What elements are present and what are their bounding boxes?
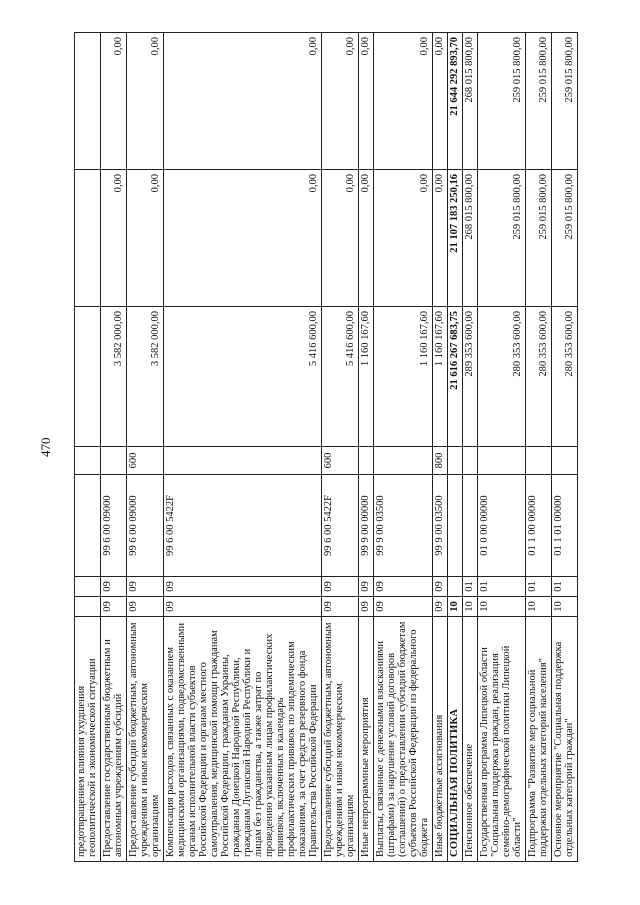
cell-vr xyxy=(75,447,101,475)
cell-y2: 0,00 xyxy=(127,170,164,307)
cell-y1: 21 616 267 683,75 xyxy=(448,307,463,447)
cell-csr: 99 9 00 00000 xyxy=(359,475,374,577)
budget-table xyxy=(74,32,578,862)
cell-csr: 99 6 00 5422F xyxy=(322,475,359,577)
cell-vr xyxy=(374,447,433,475)
cell-vr xyxy=(478,447,526,475)
cell-y2: 21 107 183 250,16 xyxy=(448,170,463,307)
cell-y1 xyxy=(75,307,101,447)
cell-y2: 259 015 800,00 xyxy=(526,170,552,307)
cell-y3: 0,00 xyxy=(374,33,433,170)
cell-y2: 0,00 xyxy=(359,170,374,307)
table-row xyxy=(463,33,478,862)
cell-rz: 10 xyxy=(552,597,578,617)
cell-y3: 0,00 xyxy=(101,33,127,170)
cell-rz: 09 xyxy=(359,597,374,617)
cell-y2: 259 015 800,00 xyxy=(552,170,578,307)
cell-y1: 1 160 167,60 xyxy=(374,307,433,447)
cell-y1: 3 582 000,00 xyxy=(101,307,127,447)
cell-name: Подпрограмма "Развитие мер социальной поддержки отдельных категорий населения" xyxy=(526,617,552,862)
cell-y1: 5 416 600,00 xyxy=(322,307,359,447)
cell-y1: 1 160 167,60 xyxy=(433,307,448,447)
cell-csr: 99 9 00 03500 xyxy=(433,475,448,577)
cell-y1: 280 353 600,00 xyxy=(478,307,526,447)
cell-y3 xyxy=(75,33,101,170)
cell-y1: 5 416 600,00 xyxy=(164,307,322,447)
cell-y1: 289 353 600,00 xyxy=(463,307,478,447)
table-row xyxy=(359,33,374,862)
cell-pr: 09 xyxy=(322,577,359,597)
cell-y2: 268 015 800,00 xyxy=(463,170,478,307)
cell-pr xyxy=(75,577,101,597)
cell-y2: 0,00 xyxy=(164,170,322,307)
cell-rz: 10 xyxy=(526,597,552,617)
cell-rz: 09 xyxy=(433,597,448,617)
cell-y1: 1 160 167,60 xyxy=(359,307,374,447)
cell-rz: 09 xyxy=(101,597,127,617)
cell-pr: 01 xyxy=(552,577,578,597)
cell-pr: 09 xyxy=(374,577,433,597)
cell-y1: 280 353 600,00 xyxy=(526,307,552,447)
cell-name: Иные непрограммные мероприятия xyxy=(359,617,374,862)
cell-name: предотвращением влияния ухудшения геополитической и экономической ситуации xyxy=(75,617,101,862)
cell-y2: 0,00 xyxy=(101,170,127,307)
cell-pr: 01 xyxy=(463,577,478,597)
cell-y3: 0,00 xyxy=(322,33,359,170)
cell-csr: 99 6 00 09000 xyxy=(101,475,127,577)
table-row xyxy=(322,33,359,862)
cell-pr: 09 xyxy=(127,577,164,597)
cell-y1: 3 582 000,00 xyxy=(127,307,164,447)
cell-rz: 09 xyxy=(164,597,322,617)
table-row xyxy=(526,33,552,862)
cell-csr: 99 9 00 03500 xyxy=(374,475,433,577)
cell-y3: 259 015 800,00 xyxy=(552,33,578,170)
cell-pr xyxy=(448,577,463,597)
cell-vr: 800 xyxy=(433,447,448,475)
cell-rz: 10 xyxy=(478,597,526,617)
cell-name: Выплаты, связанные с денежными взысканиями (штрафами) за нарушение условий договоров (соглашений) о предоставлении субсидий бюджетам субъектов Российской Федерации из федерального бюджета xyxy=(374,617,433,862)
cell-vr xyxy=(101,447,127,475)
cell-vr xyxy=(359,447,374,475)
cell-rz: 09 xyxy=(374,597,433,617)
table-row xyxy=(552,33,578,862)
cell-vr xyxy=(552,447,578,475)
cell-y3: 0,00 xyxy=(433,33,448,170)
cell-y1: 280 353 600,00 xyxy=(552,307,578,447)
table-body xyxy=(75,33,578,862)
cell-csr: 01 1 01 00000 xyxy=(552,475,578,577)
cell-vr xyxy=(448,447,463,475)
cell-csr: 99 6 00 5422F xyxy=(164,475,322,577)
cell-y2: 0,00 xyxy=(322,170,359,307)
cell-pr: 09 xyxy=(164,577,322,597)
page-number: 470 xyxy=(38,437,53,457)
cell-y3: 259 015 800,00 xyxy=(526,33,552,170)
cell-name: Предоставление субсидий бюджетным, автономным учреждениям и иным некоммерческим организациям xyxy=(127,617,164,862)
cell-pr: 09 xyxy=(101,577,127,597)
cell-csr xyxy=(75,475,101,577)
table-row xyxy=(101,33,127,862)
cell-name: Иные бюджетные ассигнования xyxy=(433,617,448,862)
cell-name: СОЦИАЛЬНАЯ ПОЛИТИКА xyxy=(448,617,463,862)
cell-y2: 259 015 800,00 xyxy=(478,170,526,307)
cell-y3: 268 015 800,00 xyxy=(463,33,478,170)
cell-vr xyxy=(164,447,322,475)
cell-rz: 10 xyxy=(463,597,478,617)
cell-pr: 01 xyxy=(478,577,526,597)
cell-name: Пенсионное обеспечение xyxy=(463,617,478,862)
cell-y2: 0,00 xyxy=(433,170,448,307)
table-row xyxy=(164,33,322,862)
cell-pr: 01 xyxy=(526,577,552,597)
cell-y3: 0,00 xyxy=(359,33,374,170)
cell-y3: 21 644 292 893,70 xyxy=(448,33,463,170)
rotated-page xyxy=(74,33,593,862)
cell-rz xyxy=(75,597,101,617)
cell-csr: 01 1 00 00000 xyxy=(526,475,552,577)
cell-y3: 0,00 xyxy=(164,33,322,170)
table-row xyxy=(127,33,164,862)
cell-y2: 0,00 xyxy=(374,170,433,307)
cell-vr: 600 xyxy=(127,447,164,475)
cell-name: Основное мероприятие "Социальная поддержка отдельных категорий граждан" xyxy=(552,617,578,862)
table-row xyxy=(478,33,526,862)
table-row xyxy=(433,33,448,862)
cell-y2 xyxy=(75,170,101,307)
cell-name: Компенсация расходов, связанных с оказанием медицинскими организациями, подведомственными органам исполнительной власти субъектов Российской Федерации и органам местного самоуправления, медицинской помощи гражданам Российской Федерации, гражданам Украины, гражданам Донецкой Народной Республики, гражданам Луганской Народной Республики и лицам без гражданства, а также затрат по проведению указанным лицам профилактических прививок, включенных в календарь профилактических прививок по эпидемическим показаниям, за счет средств резервного фонда Правительства Российской Федерации xyxy=(164,617,322,862)
cell-y3: 259 015 800,00 xyxy=(478,33,526,170)
cell-rz: 09 xyxy=(127,597,164,617)
cell-vr: 600 xyxy=(322,447,359,475)
cell-pr: 09 xyxy=(359,577,374,597)
cell-name: Государственная программа Липецкой области "Социальная поддержка граждан, реализация семейно-демографической политики Липецкой области" xyxy=(478,617,526,862)
table-row xyxy=(75,33,101,862)
cell-vr xyxy=(463,447,478,475)
cell-csr xyxy=(448,475,463,577)
cell-rz: 10 xyxy=(448,597,463,617)
cell-name: Предоставление государственным бюджетным и автономным учреждениям субсидий xyxy=(101,617,127,862)
cell-name: Предоставление субсидий бюджетным, автономным учреждениям и иным некоммерческим организациям xyxy=(322,617,359,862)
cell-pr: 09 xyxy=(433,577,448,597)
table-row xyxy=(448,33,463,862)
cell-y3: 0,00 xyxy=(127,33,164,170)
cell-vr xyxy=(526,447,552,475)
cell-rz: 09 xyxy=(322,597,359,617)
table-row xyxy=(374,33,433,862)
cell-csr xyxy=(463,475,478,577)
cell-csr: 01 0 00 00000 xyxy=(478,475,526,577)
cell-csr: 99 6 00 09000 xyxy=(127,475,164,577)
